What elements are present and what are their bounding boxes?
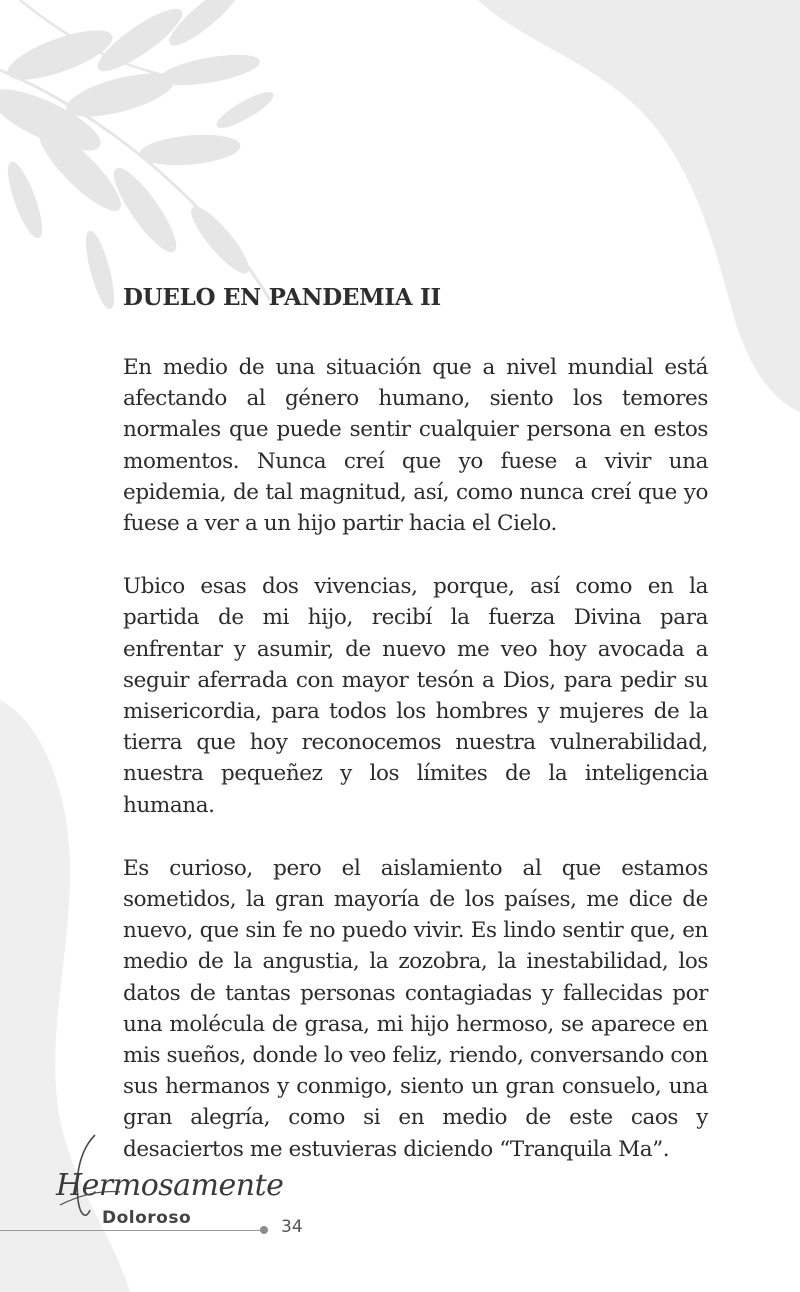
logo-subtitle: Doloroso [102, 1208, 192, 1228]
paragraph-1: En medio de una situación que a nivel mundial está afectando al género humano, siento los temores normales que puede sentir cualquier persona en estos momentos. Nunca creí que yo fuese a vivir una epidemia, de tal magnitud, así, como nunca creí que yo fuese a ver a un hijo partir hacia el Cielo. [123, 355, 708, 537]
footer-dot [260, 1226, 268, 1234]
paragraph-3: Es curioso, pero el aislamiento al que estamos sometidos, la gran mayoría de los países, me dice de nuevo, que sin fe no puedo vivir. Es lindo sentir que, en medio de la angustia, la zozobra, la inestabilidad, los datos de tantas personas contagiadas y fallecidas por una molécula de grasa, mi hijo hermoso, se aparece en mis sueños, donde lo veo feliz, riendo, conversando con sus hermanos y conmigo, siento un gran consuelo, una gran alegría, como si en medio de este caos y desaciertos me estuvieras diciendo “Tranquila Ma”. [123, 855, 708, 1162]
logo-script-text: Hermosamente [56, 1168, 284, 1203]
paragraph-2: Ubico esas dos vivencias, porque, así como en la partida de mi hijo, recibí la fuerza Divina para enfrentar y asumir, de nuevo me veo hoy avocada a seguir aferrada con mayor tesón a Dios, para pedir su misericordia, para todos los hombres y mujeres de la tierra que hoy reconocemos nuestra vulnerabilidad, nuestra pequeñez y los límites de la inteligencia humana. [123, 574, 708, 818]
leaf-branch-icon [0, 0, 277, 311]
footer-rule [0, 1230, 262, 1231]
page-number: 34 [281, 1217, 303, 1237]
chapter-title: DUELO EN PANDEMIA II [123, 284, 441, 311]
chapter-content [123, 282, 708, 1197]
